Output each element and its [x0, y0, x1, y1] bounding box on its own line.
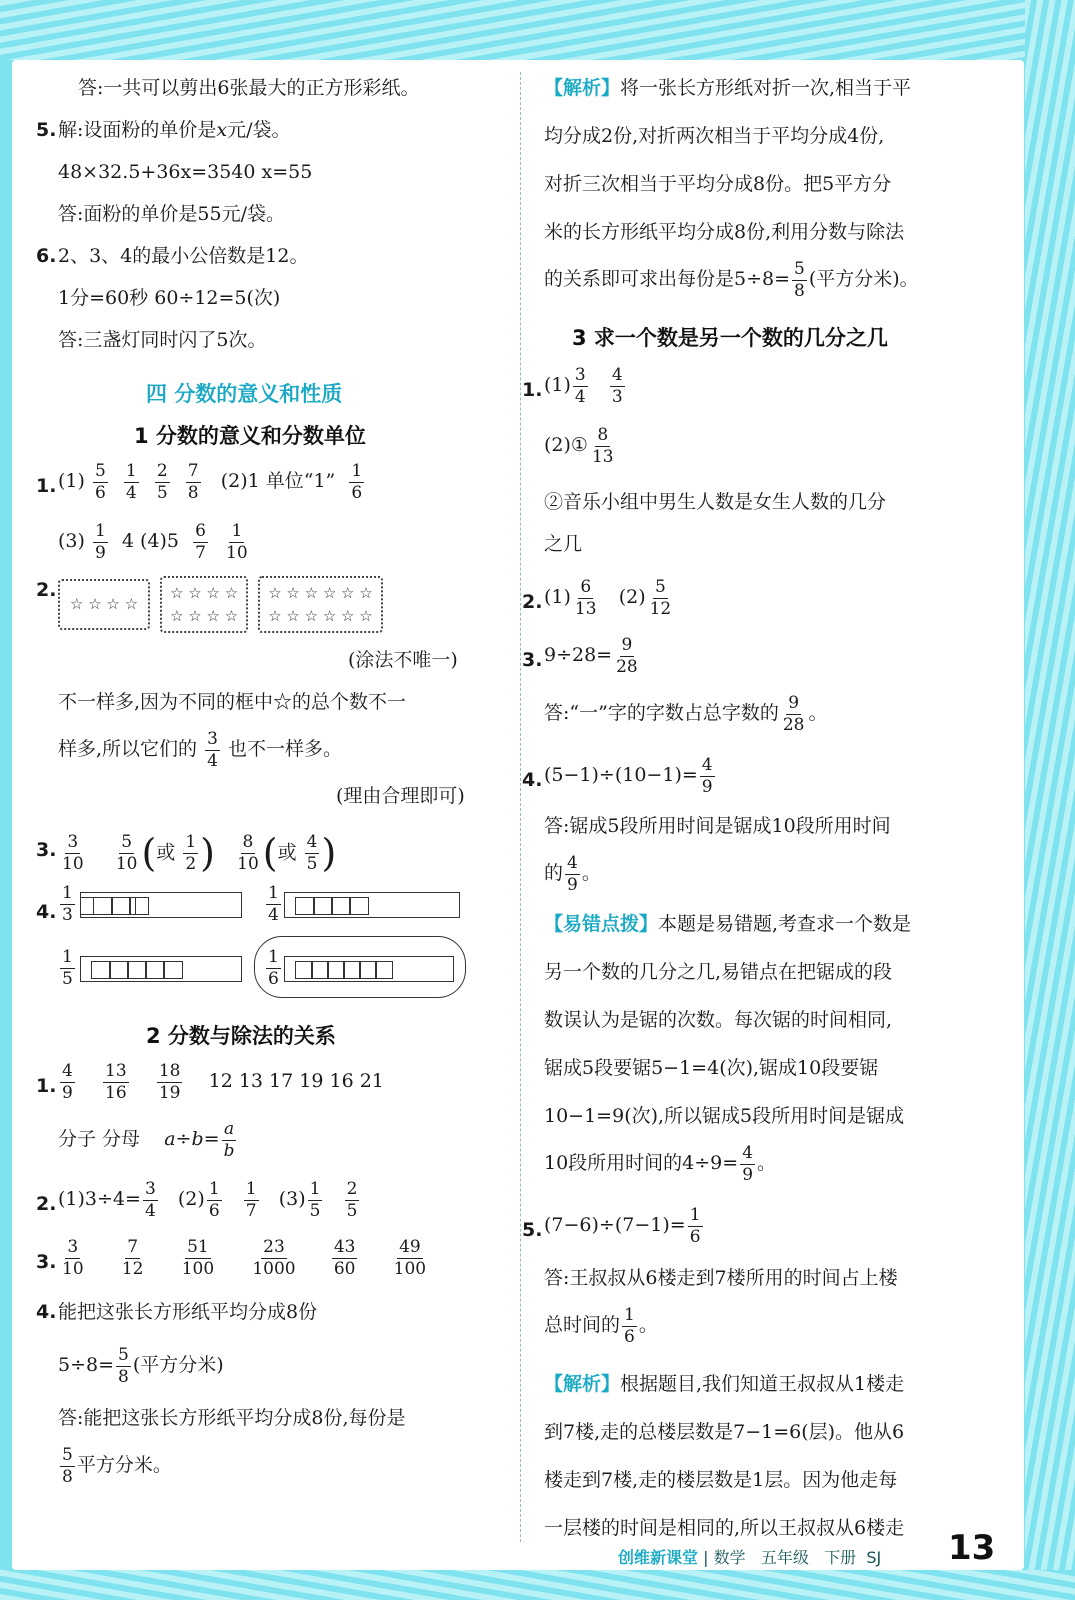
label-fraction: $\frac{1}{3}$	[62, 883, 73, 925]
reason-line: 不一样多,因为不同的框中☆的总个数不一	[58, 691, 407, 713]
tip-line: 10段所用时间的4÷9= $\frac{4}{9}$ 。	[544, 1143, 777, 1185]
note: (理由合理即可)	[336, 785, 465, 807]
fraction: $\frac{1}{2}$	[185, 832, 197, 874]
label-fraction: $\frac{1}{4}$	[268, 883, 279, 925]
answer-line: $\frac{5}{8}$ 平方分米。	[62, 1445, 172, 1487]
page-number: 13	[948, 1528, 996, 1568]
equation: 1分=60秒 60÷12=5(次)	[58, 287, 281, 309]
s2-question-1: 1. $\frac{4}{9}$ $\frac{13}{16}$ $\frac{18}{19}$ 12 13 17 19 16 21	[36, 1061, 384, 1103]
analysis-line: 米的长方形纸平均分成8份,利用分数与除法	[544, 221, 905, 243]
answer-line: 答:“一”字的字数占总字数的 $\frac{9}{28}$ 。	[544, 693, 828, 735]
r-question-1-line2: (2)① $\frac{8}{13}$	[544, 425, 614, 467]
analysis-line: 均分成2份,对折两次相当于平均分成4份,	[544, 125, 885, 147]
text-line: 答:一共可以剪出6张最大的正方形彩纸。	[78, 77, 420, 99]
analysis-line: 的关系即可求出每份是5÷8= $\frac{5}{8}$ (平方分米)。	[544, 259, 919, 301]
s2-question-4: 4. 能把这张长方形纸平均分成8份	[36, 1301, 318, 1323]
edition: SJ	[866, 1548, 882, 1567]
fraction: $\frac{7}{8}$	[187, 461, 199, 503]
equation: 48×32.5+36x=3540 x=55	[58, 161, 313, 183]
fraction: $\frac{5}{10}$	[115, 832, 138, 874]
fraction-bar	[284, 956, 454, 982]
answer-line: 答:锯成5段所用时间是锯成10段所用时间	[544, 815, 891, 837]
fraction: $\frac{2}{5}$	[156, 461, 168, 503]
brand-name: 创维新课堂	[618, 1548, 699, 1567]
r-question-3: 3. 9÷28= $\frac{9}{28}$	[522, 635, 638, 677]
tip-line: 锯成5段要锯5−1=4(次),锯成10段要锯	[544, 1057, 879, 1079]
s1-question-3: 3. $\frac{3}{10}$ $\frac{5}{10}$ (或 $\frac{1}{2}$ ) $\frac{8}{10}$ (或 $\frac{4}{5}$ )	[36, 831, 337, 875]
question-5: 5. 解:设面粉的单价是x元/袋。	[36, 119, 291, 141]
answer-line: 答:三盏灯同时闪了5次。	[58, 329, 267, 351]
reason-line: 样多,所以它们的 $\frac{3}{4}$ 也不一样多。	[58, 729, 342, 771]
fraction-bar	[80, 956, 242, 982]
section-title: 3 求一个数是另一个数的几分之几	[572, 326, 888, 350]
fraction: $\frac{1}{6}$	[351, 461, 363, 503]
star-box: ☆ ☆ ☆ ☆ ☆ ☆ ☆ ☆	[160, 576, 248, 633]
r-question-1-line3: ②音乐小组中男生人数是女生人数的几分	[544, 491, 887, 513]
question-6: 6. 2、3、4的最小公倍数是12。	[36, 245, 309, 267]
r-question-5: 5. (7−6)÷(7−1)= $\frac{1}{6}$	[522, 1205, 701, 1247]
label-fraction: $\frac{1}{6}$	[268, 947, 279, 989]
fraction: $\frac{1}{4}$	[125, 461, 137, 503]
tip-line: 【易错点拨】本题是易错题,考查求一个数是	[544, 913, 912, 935]
answer-line: 答:面粉的单价是55元/袋。	[58, 203, 285, 225]
star-box: ☆ ☆ ☆ ☆	[58, 579, 150, 630]
s1-question-1-line1: 1. (1) $\frac{5}{6}$ $\frac{1}{4}$ $\frac{2}{5}$ $\frac{7}{8}$ (2)1 单位“1” $\frac{1}{6}$	[36, 461, 363, 503]
r-question-1-line4: 之几	[544, 533, 583, 555]
page-footer: 创维新课堂 | 数学 五年级 下册 SJ	[618, 1548, 882, 1567]
s1-question-1-line2: (3) $\frac{1}{9}$ 4 (4)5 $\frac{6}{7}$ $\frac{1}{10}$	[58, 521, 248, 563]
grade: 五年级	[760, 1548, 809, 1567]
s2-question-3: 3. $\frac{3}{10}$ $\frac{7}{12}$ $\frac{51}{100}$ $\frac{23}{1000}$ $\frac{43}{60}$ $\frac{49}{100}$	[36, 1237, 427, 1279]
s2-question-1-line2: 分子 分母 a÷b= $\frac{a}{b}$	[58, 1119, 235, 1161]
fraction: $\frac{4}{5}$	[306, 832, 318, 874]
equation: 5÷8= $\frac{5}{8}$ (平方分米)	[58, 1345, 224, 1387]
fraction-bar	[80, 892, 242, 918]
fraction: $\frac{8}{10}$	[237, 832, 259, 874]
analysis-line: 【解析】将一张长方形纸对折一次,相当于平	[544, 77, 912, 99]
section-title: 2 分数与除法的关系	[146, 1024, 336, 1048]
unit-title: 四 分数的意义和性质	[146, 382, 343, 406]
fraction: $\frac{1}{10}$	[226, 521, 248, 563]
tip-line: 10−1=9(次),所以锯成5段所用时间是锯成	[544, 1105, 905, 1127]
term: 下册	[824, 1548, 857, 1567]
fraction-bar	[284, 892, 460, 918]
note: (涂法不唯一)	[348, 649, 458, 671]
r-question-2: 2. (1) $\frac{6}{13}$ (2) $\frac{5}{12}$	[522, 577, 672, 619]
analysis-line: 楼走到7楼,走的楼层数是1层。因为他走每	[544, 1469, 898, 1491]
wave-border-right	[1025, 0, 1075, 1600]
fraction: $\frac{3}{10}$	[62, 832, 84, 874]
subject: 数学	[713, 1548, 746, 1567]
r-question-1: 1. (1) $\frac{3}{4}$ $\frac{4}{3}$	[522, 365, 623, 407]
tip-line: 数误认为是锯的次数。每次锯的时间相同,	[544, 1009, 893, 1031]
label-fraction: $\frac{1}{5}$	[62, 947, 73, 989]
analysis-line: 【解析】根据题目,我们知道王叔叔从1楼走	[544, 1373, 905, 1395]
wave-border-top	[0, 0, 1075, 60]
answer-line: 总时间的 $\frac{1}{6}$ 。	[544, 1305, 658, 1347]
answer-line: 答:能把这张长方形纸平均分成8份,每份是	[58, 1407, 406, 1429]
answer-page: 答:一共可以剪出6张最大的正方形彩纸。 5. 解:设面粉的单价是x元/袋。 48×32.5+36x=3540 x=55 答:面粉的单价是55元/袋。 6. 2、3、4的最小公倍数是12。 1分=60秒 60÷12=5(次) 答:三盏灯同时闪了5次。 四 分数的意义和性质 1 分数的意义和分数单位 1. (1) $\frac{5}{6}$ $\frac{1}{4}$ $\frac{2}{5}$ $\frac{7}{8}$ (2)1 单位“1” $\frac{1}{6}$ (3) $\frac{1}{9}$ 4 (4)5 $\frac{6}{7}$ $\frac{1}{10}$ 2. ☆ ☆ ☆ ☆☆ ☆ ☆ ☆ ☆ ☆ ☆ ☆☆ ☆ ☆ ☆ ☆ ☆ ☆ ☆ ☆ ☆ ☆ ☆ (涂法不唯一) 不一样多,因为不同的框中☆的总个数不一 样多,所以它们的 $\frac{3}{4}$ 也不一样多。 (理由合理即可) 3. $\frac{3}{10}$ $\frac{5}{10}$ (或 $\frac{1}{2}$ ) $\frac{8}{10}$ (或 $\frac{4}{5}$ ) 4. $\frac{1}{3}$ $\frac{1}{4}$ $\frac{1}{5}$ $\frac{1}{6}$ 2 分数与除法的关系 1. $\frac{4}{9}$ $\frac{13}{16}$ $\frac{18}{19}$ 12 13 17 19 16 21 分子 分母 a÷b= $\frac{a}{b}$ 2. (1)3÷4= $\frac{3}{4}$ (2) $\frac{1}{6}$ $\frac{1}{7}$ (3) $\frac{1}{5}$ $\frac{2}{5}$ 3. $\frac{3}{10}$ $\frac{7}{12}$ $\frac{51}{100}$ $\frac{23}{1000}$ $\frac{43}{60}$ $\frac{49}{100}$ 4. 能把这张长方形纸平均分成8份 5÷8= $\frac{5}{8}$ (平方分米) 答:能把这张长方形纸平均分成8份,每份是 $\frac{5}{8}$ 平方分米。 【解析】将一张长方形纸对折一次,相当于平 均分成2份,对折两次相当于平均分成4份, 对折三次相当于平均分成8份。把5平方分 米的长方形纸平均分成8份,利用分数与除法 的关系即可求出每份是5÷8= $\frac{5}{8}$ (平方分米)。 3 求一个数是另一个数的几分之几 1. (1) $\frac{3}{4}$ $\frac{4}{3}$ (2)① $\frac{8}{13}$ ②音乐小组中男生人数是女生人数的几分 之几 2. (1) $\frac{6}{13}$ (2) $\frac{5}{12}$ 3. 9÷28= $\frac{9}{28}$ 答:“一”字的字数占总字数的 $\frac{9}{28}$ 。 4. (5−1)÷(10−1)= $\frac{4}{9}$ 答:锯成5段所用时间是锯成10段所用时间 的 $\frac{4}{9}$ 。 【易错点拨】本题是易错题,考查求一个数是 另一个数的几分之几,易错点在把锯成的段 数误认为是锯的次数。每次锯的时间相同, 锯成5段要锯5−1=4(次),锯成10段要锯 10−1=9(次),所以锯成5段所用时间是锯成 10段所用时间的4÷9= $\frac{4}{9}$ 。 5. (7−6)÷(7−1)= $\frac{1}{6}$ 答:王叔叔从6楼走到7楼所用的时间占上楼 总时间的 $\frac{1}{6}$ 。 【解析】根据题目,我们知道王叔叔从1楼走 到7楼,走的总楼层数是7−1=6(层)。他从6 楼走到7楼,走的楼层数是1层。因为他走每 一层楼的时间是相同的,所以王叔叔从6楼走	[12, 60, 1024, 1570]
analysis-line: 对折三次相当于平均分成8份。把5平方分	[544, 173, 892, 195]
fraction: $\frac{1}{9}$	[94, 521, 106, 563]
analysis-line: 到7楼,走的总楼层数是7−1=6(层)。他从6	[544, 1421, 905, 1443]
r-question-4: 4. (5−1)÷(10−1)= $\frac{4}{9}$	[522, 755, 713, 797]
s2-question-2: 2. (1)3÷4= $\frac{3}{4}$ (2) $\frac{1}{6}$ $\frac{1}{7}$ (3) $\frac{1}{5}$ $\frac{2}{5}$	[36, 1179, 358, 1221]
section-title: 1 分数的意义和分数单位	[134, 424, 366, 448]
tip-line: 另一个数的几分之几,易错点在把锯成的段	[544, 961, 893, 983]
column-divider	[520, 72, 521, 1542]
fraction: $\frac{3}{4}$	[207, 729, 218, 771]
star-box: ☆ ☆ ☆ ☆ ☆ ☆ ☆ ☆ ☆ ☆ ☆ ☆	[258, 576, 383, 633]
answer-line: 答:王叔叔从6楼走到7楼所用的时间占上楼	[544, 1267, 898, 1289]
analysis-line: 一层楼的时间是相同的,所以王叔叔从6楼走	[544, 1517, 905, 1539]
s1-question-2: 2. ☆ ☆ ☆ ☆☆ ☆ ☆ ☆ ☆ ☆ ☆ ☆☆ ☆ ☆ ☆ ☆ ☆ ☆ ☆ ☆ ☆ ☆ ☆	[58, 576, 393, 633]
answer-line: 的 $\frac{4}{9}$ 。	[544, 853, 601, 895]
fraction: $\frac{6}{7}$	[195, 521, 206, 563]
wave-border-bottom	[0, 1570, 1075, 1600]
fraction: $\frac{5}{6}$	[94, 461, 106, 503]
